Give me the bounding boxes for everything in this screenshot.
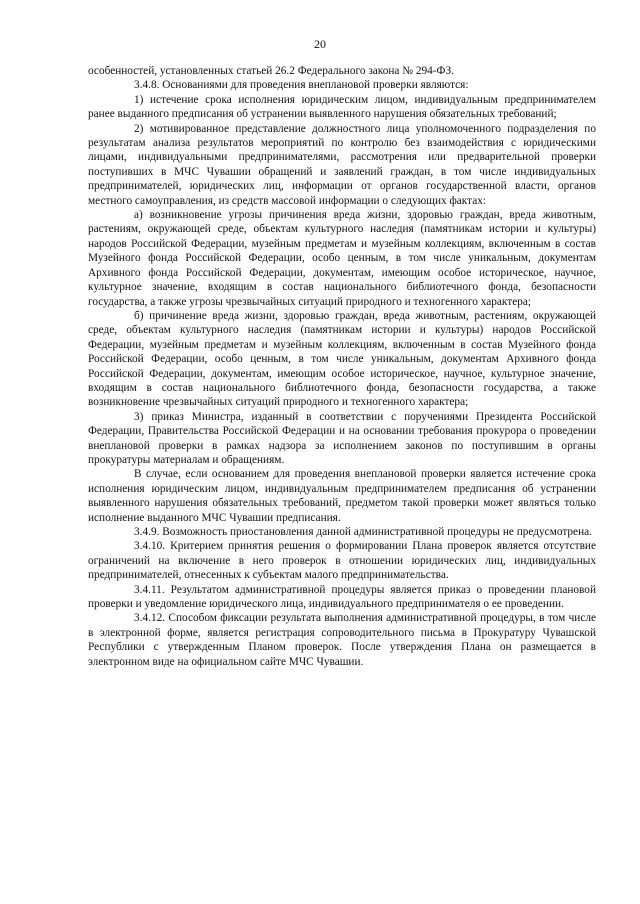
paragraph: 3.4.9. Возможность приостановления данной административной процедуры не предусмотрена. xyxy=(134,526,592,538)
paragraph: 1) истечение срока исполнения юридическим лицом, индивидуальным предпринимателем ранее выданного предписания об устранении выявленного нарушения обязательных требований; xyxy=(88,93,596,121)
paragraph: 3.4.8. Основаниями для проведения внеплановой проверки являются: xyxy=(134,79,469,92)
page-number: 20 xyxy=(314,37,326,51)
paragraph: 3) приказ Министра, изданный в соответствии с поручениями Президента Российской Федерации, Правительства Российской Федерации и на основании требования прокурора о проведении внеплановой проверки в рамках надзора за исполнением законов по поступившим в органы прокуратуры материалам и обращениям. xyxy=(88,410,596,466)
paragraph: 3.4.12. Способом фиксации результата выполнения административной процедуры, в том числе в электронной форме, является регистрация сопроводительного письма в Прокуратуру Чувашской Республики с утвержденным Планом проверок. После утверждения Плана он размещается в электронном виде на официальном сайте МЧС Чувашии. xyxy=(88,612,596,668)
paragraph: 2) мотивированное представление должностного лица уполномоченного подразделения по результатам анализа результатов мероприятий по контролю без взаимодействия с юридическими лицами, индивидуальными предпринимателями, рассмотрения или предварительной проверки поступивших в МЧС Чувашии обращений и заявлений граждан, в том числе индивидуальных предпринимателей, юридических лиц, информации от органов государственной власти, органов местного самоуправления, из средств массовой информации о следующих фактах: xyxy=(88,122,596,207)
paragraph: б) причинение вреда жизни, здоровью граждан, вреда животным, растениям, окружающей среде, объектам культурного наследия (памятникам истории и культуры) народов Российской Федерации, музейным предметам и музейным коллекциям, включенным в состав Музейного фонда Российской Федерации, особо ценным, в том числе уникальным, документам Архивного фонда Российской Федерации, документам, имеющим особое историческое, научное, культурное значение, входящим в состав национального библиотечного фонда, безопасности государства, а также возникновение чрезвычайных ситуаций природного и техногенного характера; xyxy=(88,309,596,409)
document-body xyxy=(88,64,596,669)
paragraph: 3.4.11. Результатом административной процедуры является приказ о проведении плановой проверки и уведомление юридического лица, индивидуального предпринимателя о ее проведении. xyxy=(88,583,596,611)
paragraph: В случае, если основанием для проведения внеплановой проверки является истечение срока исполнения юридическим лицом, индивидуальным предпринимателем предписания об устранении выявленного нарушения обязательных требований, предметом такой проверки может являться только исполнение выданного МЧС Чувашии предписания. xyxy=(88,468,596,524)
paragraph: 3.4.10. Критерием принятия решения о формировании Плана проверок является отсутствие ограничений на включение в него проверок в отношении юридических лиц, индивидуальных предпринимателей, отнесенных к субъектам малого предпринимательства. xyxy=(88,540,596,582)
paragraph: особенностей, установленных статьей 26.2 Федерального закона № 294-ФЗ. xyxy=(88,65,454,77)
paragraph: а) возникновение угрозы причинения вреда жизни, здоровью граждан, вреда животным, растениям, окружающей среде, объектам культурного наследия (памятникам истории и культуры) народов Российской Федерации, музейным предметам и музейным коллекциям, включенным в состав Музейного фонда Российской Федерации, особо ценным, в том числе уникальным, документам Архивного фонда Российской Федерации, документам, имеющим особое историческое, научное, культурное значение, входящим в состав национального библиотечного фонда, безопасности государства, а также угрозы чрезвычайных ситуаций природного и техногенного характера; xyxy=(88,209,596,308)
